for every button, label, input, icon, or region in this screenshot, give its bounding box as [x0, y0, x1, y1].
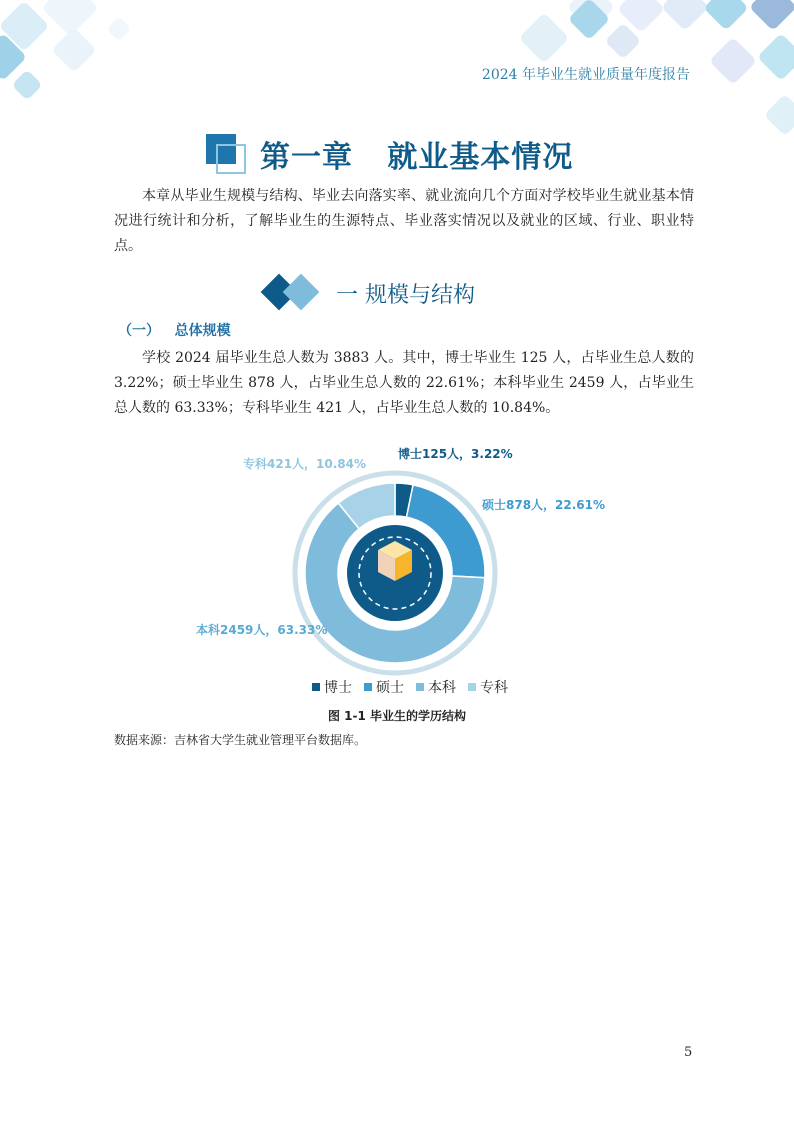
subsection-title: （一） 总体规模 [118, 323, 231, 339]
intro-paragraph: 本章从毕业生规模与结构、毕业去向落实率、就业流向几个方面对学校毕业生就业基本情况进行统计和分析，了解毕业生的生源特点、毕业落实情况以及就业的区域、行业、职业特点。 [114, 188, 694, 254]
chapter-heading [206, 134, 573, 174]
header-title: 2024 年毕业生就业质量年度报告 [481, 67, 690, 83]
page-number: 5 [684, 1045, 693, 1060]
chapter-title: 第一章 就业基本情况 [260, 140, 574, 175]
legend-label: 硕士 [376, 680, 404, 696]
data-source-note: 数据来源：吉林省大学生就业管理平台数据库。 [114, 733, 367, 747]
legend-swatch [468, 683, 476, 691]
education-donut-chart [290, 468, 500, 678]
body-paragraph: 学校 2024 届毕业生总人数为 3883 人。其中，博士毕业生 125 人，占毕业生总人数的 3.22%；硕士毕业生 878 人，占毕业生总人数的 22.61%；本科毕业生 2459 人，占毕业生总人数的 63.33%；专科毕业生 421 人，占毕业生总人数的 10.84%。 [114, 350, 694, 416]
legend-label: 专科 [480, 680, 508, 696]
legend-item [364, 677, 404, 697]
legend-swatch [416, 683, 424, 691]
legend-item [468, 677, 508, 697]
legend-item [312, 677, 352, 697]
chart-legend [312, 677, 508, 697]
figure-caption: 图 1-1 毕业生的学历结构 [327, 709, 467, 723]
data-label-bachelor: 本科2459人，63.33% [196, 623, 328, 637]
legend-label: 本科 [428, 680, 456, 696]
chapter-square-icon [206, 134, 250, 174]
data-label-associate: 专科421人，10.84% [243, 457, 367, 471]
legend-swatch [364, 683, 372, 691]
data-label-master: 硕士878人，22.61% [482, 498, 606, 512]
legend-label: 博士 [324, 680, 352, 696]
section-title: 一 规模与结构 [336, 283, 475, 308]
data-label-phd: 博士125人，3.22% [398, 447, 513, 461]
legend-swatch [312, 683, 320, 691]
legend-item [416, 677, 456, 697]
